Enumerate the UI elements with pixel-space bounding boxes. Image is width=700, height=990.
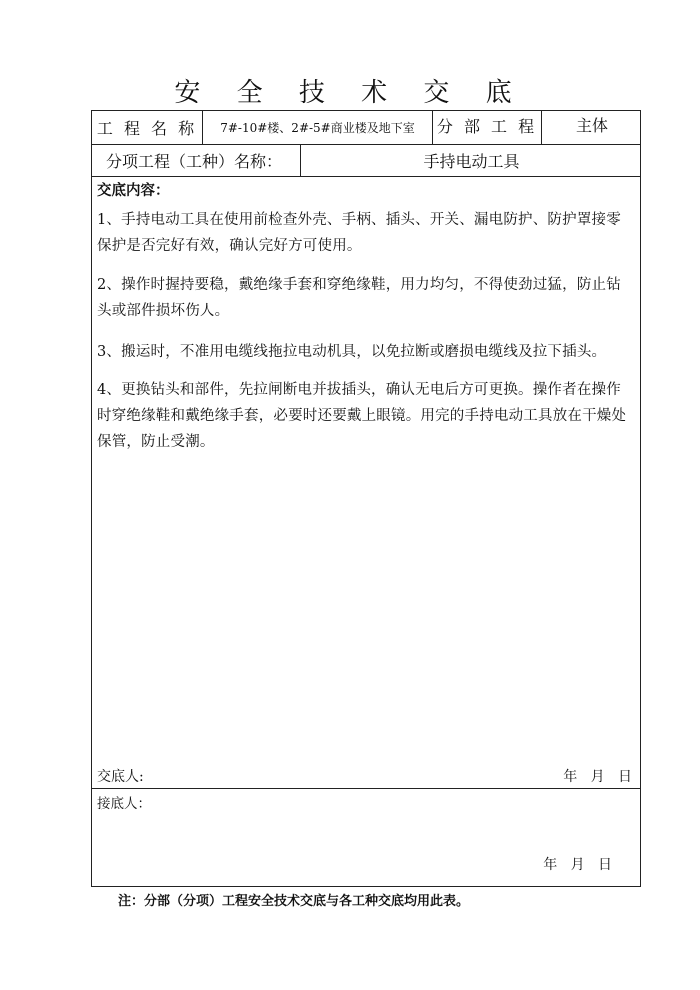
content-item: 2、操作时握持要稳，戴绝缘手套和穿绝缘鞋，用力均匀，不得使劲过猛，防止钻头或部件损坏伤人。 [97, 277, 621, 319]
row-divider [92, 176, 640, 177]
content-item: 3、搬运时，不准用电缆线拖拉电动机具，以免拉断或磨损电缆线及拉下插头。 [97, 344, 607, 360]
content-heading: 交底内容： [97, 182, 170, 199]
disclosure-form [91, 110, 641, 887]
footnote: 注：分部（分项）工程安全技术交底与各工种交底均用此表。 [118, 894, 470, 909]
row-divider [92, 788, 640, 789]
document-title: 安 全 技 术 交 底 [174, 78, 526, 108]
content-item: 1、手持电动工具在使用前检查外壳、手柄、插头、开关、漏电防护、防护罩接零保护是否完好有效，确认完好方可使用。 [97, 212, 621, 254]
subdivision-label: 分项工程（工种）名称： [106, 152, 283, 171]
giver-label: 交底人: [97, 769, 144, 785]
content-item: 4、更换钻头和部件，先拉闸断电并拔插头，确认无电后方可更换。操作者在操作时穿绝缘鞋和戴绝缘手套，必要时还要戴上眼镜。用完的手持电动工具放在干燥处保管，防止受潮。 [97, 382, 627, 450]
project-name-label: 工 程 名 称 [96, 119, 198, 138]
subdivision-value: 手持电动工具 [423, 152, 520, 171]
giver-date: 年 月 日 [563, 769, 632, 785]
receiver-label: 接底人： [97, 796, 151, 812]
division-label: 分 部 工 程 [436, 116, 538, 136]
receiver-date: 年 月 日 [543, 857, 612, 873]
division-value: 主体 [575, 115, 608, 135]
project-name-value: 7#-10#楼、2#-5#商业楼及地下室 [220, 121, 415, 135]
